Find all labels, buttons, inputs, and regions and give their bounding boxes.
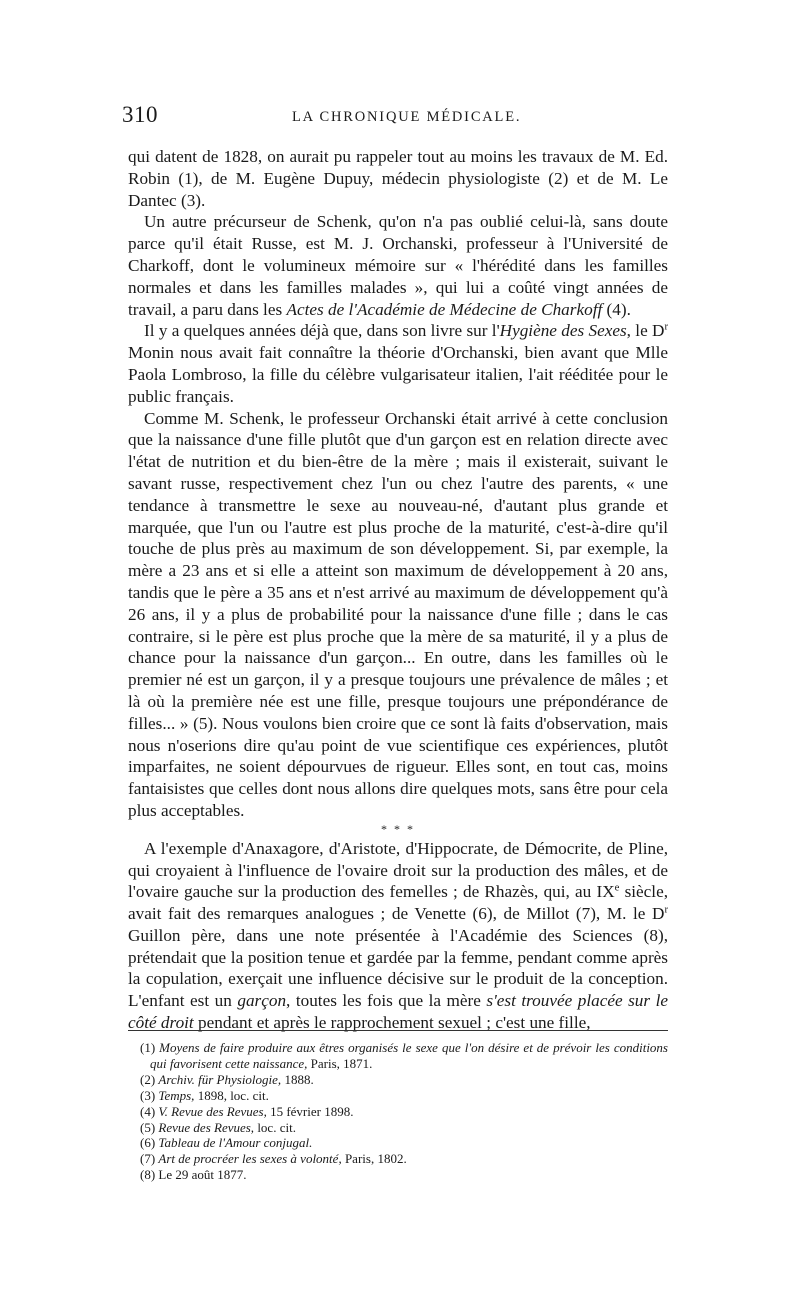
paragraph-5 — [128, 838, 668, 1034]
fn-rest: 15 février 1898. — [266, 1103, 354, 1119]
fn-rest: loc. cit. — [254, 1119, 296, 1135]
footnote-6 — [140, 1135, 668, 1151]
paragraph-3 — [128, 320, 668, 407]
footnote-5 — [140, 1120, 668, 1136]
fn-num: (4) — [140, 1103, 159, 1119]
p5-text-b: siècle, avait fait des remarques analogues ; de Venette (6), de Millot (7), M. le D — [128, 882, 668, 924]
footnote-2 — [140, 1072, 668, 1088]
fn-rest: 1898, loc. cit. — [194, 1087, 269, 1103]
section-separator — [128, 821, 668, 836]
footnote-8 — [140, 1167, 668, 1183]
p2-text-b: (4). — [602, 299, 631, 319]
p5-text-c: Guillon père, dans une note présentée à l'Académie des Sciences (8), prétendait que la position tenue et gardée par la femme, pendant comme après la copulation, exerçait une influence décisive sur le produit de la conception. L'enfant est un — [128, 925, 668, 1011]
paragraph-2 — [128, 211, 668, 320]
fn-italic: Temps, — [158, 1087, 195, 1103]
p3-text-a: Il y a quelques années déjà que, dans son livre sur l' — [144, 321, 500, 341]
p2-text-a: Un autre précurseur de Schenk, qu'on n'a pas oublié celui-là, sans doute parce qu'il était Russe, est M. J. Orchanski, professeur à l'Université de Charkoff, dont le volumineux mémoire sur « l'hérédité dans les familles normales et dans les familles malades », qui lui a coûté vingt années de travail, a paru dans les — [128, 212, 668, 319]
footnote-rule — [128, 1030, 668, 1031]
p3-sup: r — [664, 321, 668, 333]
fn-rest: Paris, 1802. — [341, 1151, 407, 1167]
p5-text-e: pendant et après le rapprochement sexuel ; c'est une fille, — [193, 1013, 591, 1033]
fn-italic: Revue des Revues, — [158, 1119, 255, 1135]
fn-italic: Tableau de l'Amour conjugal. — [158, 1135, 313, 1151]
fn-italic: Moyens de faire produire aux êtres organisés le sexe que l'on désire et de prévoir les conditions qui favorisent cette naissance, — [150, 1040, 668, 1071]
fn-italic: Art de procréer les sexes à volonté, — [158, 1151, 342, 1167]
p2-italic: Actes de l'Académie de Médecine de Charkoff — [286, 299, 603, 319]
p5-italic-1: garçon — [237, 991, 287, 1011]
fn-num: (6) — [140, 1135, 159, 1151]
paragraph-4: Comme M. Schenk, le professeur Orchanski était arrivé à cette conclusion que la naissance d'une fille plutôt que d'un garçon est en relation directe avec l'état de nutrition et du bien-être de la mère ; mais il existerait, suivant le savant russe, respectivement chez l'un ou chez l'autre des parents, « une tendance à transmettre le sexe au nouveau-né, d'autant plus grande et marquée, que l'un ou l'autre est plus proche de la maturité, c'est-à-dire qu'il touche de plus près au maximum de son développement. Si, par exemple, la mère a 23 ans et si elle a atteint son maximum de développement à 20 ans, tandis que le père a 35 ans et n'est arrivé au maximum de développement qu'à 26 ans, il y a plus de probabilité pour la naissance d'une fille ; dans le cas contraire, si le père est plus proche que la mère de sa maturité, il y a plus de chance pour la naissance d'un garçon... En outre, dans les familles où le premier né est un garçon, il y a presque toujours une prévalence de mâles ; et là où la première née est une fille, presque toujours une prépondérance de filles... » (5). Nous voulons bien croire que ce sont là faits d'observation, mais nous n'oserions dire qu'au point de vue scientifique ces expériences, plutôt imparfaites, ne soient dépourvues de rigueur. Elles sont, en tout cas, moins fantaisistes que celles dont nous allons dire quelques mots, sans être pour cela plus acceptables. — [128, 408, 668, 820]
footnote-3 — [140, 1088, 668, 1104]
fn-italic: Archiv. für Physiologie, — [158, 1071, 282, 1087]
p5-text-a: A l'exemple d'Anaxagore, d'Aristote, d'Hippocrate, de Démocrite, de Pline, qui croyaient à l'influence de l'ovaire droit sur la production des mâles, et de l'ovaire gauche sur la production des femelles ; de Rhazès, qui, au IX — [128, 838, 668, 902]
fn-num: (1) — [140, 1040, 160, 1055]
p5-sup-2: r — [664, 904, 668, 916]
footnote-4 — [140, 1104, 668, 1120]
p5-sup-1: e — [614, 882, 620, 894]
p5-text-d: , toutes les fois que la mère — [286, 991, 487, 1011]
running-title: LA CHRONIQUE MÉDICALE. — [292, 109, 522, 125]
p5-italic-2: s'est trouvée placée sur le côté droit — [128, 991, 668, 1033]
body-text — [128, 146, 668, 1034]
footnote-1 — [140, 1040, 668, 1072]
fn-rest: Le 29 août 1877. — [158, 1167, 247, 1183]
separator-stars: * * * — [381, 821, 415, 836]
fn-num: (7) — [140, 1151, 159, 1167]
fn-rest: 1888. — [281, 1071, 314, 1087]
footnote-7 — [140, 1151, 668, 1167]
fn-italic: V. Revue des Revues, — [158, 1103, 267, 1119]
fn-num: (8) — [140, 1167, 159, 1183]
paragraph-1: qui datent de 1828, on aurait pu rappeler tout au moins les travaux de M. Ed. Robin (1), de M. Eugène Dupuy, médecin physiologiste (2) et de M. Le Dantec (3). — [128, 147, 668, 210]
p3-italic: Hygiène des Sexes — [499, 321, 627, 341]
fn-num: (2) — [140, 1071, 159, 1087]
page-number: 310 — [122, 102, 158, 127]
p3-text-c: Monin nous avait fait connaître la théorie d'Orchanski, bien avant que Mlle Paola Lombroso, la fille du célèbre vulgarisateur italien, l'ait rééditée pour le public français. — [128, 343, 668, 406]
fn-num: (3) — [140, 1087, 159, 1103]
fn-num: (5) — [140, 1119, 159, 1135]
fn-rest: Paris, 1871. — [307, 1055, 373, 1071]
footnotes — [140, 1040, 668, 1183]
p3-text-b: , le D — [626, 321, 665, 341]
page-header — [122, 102, 670, 132]
